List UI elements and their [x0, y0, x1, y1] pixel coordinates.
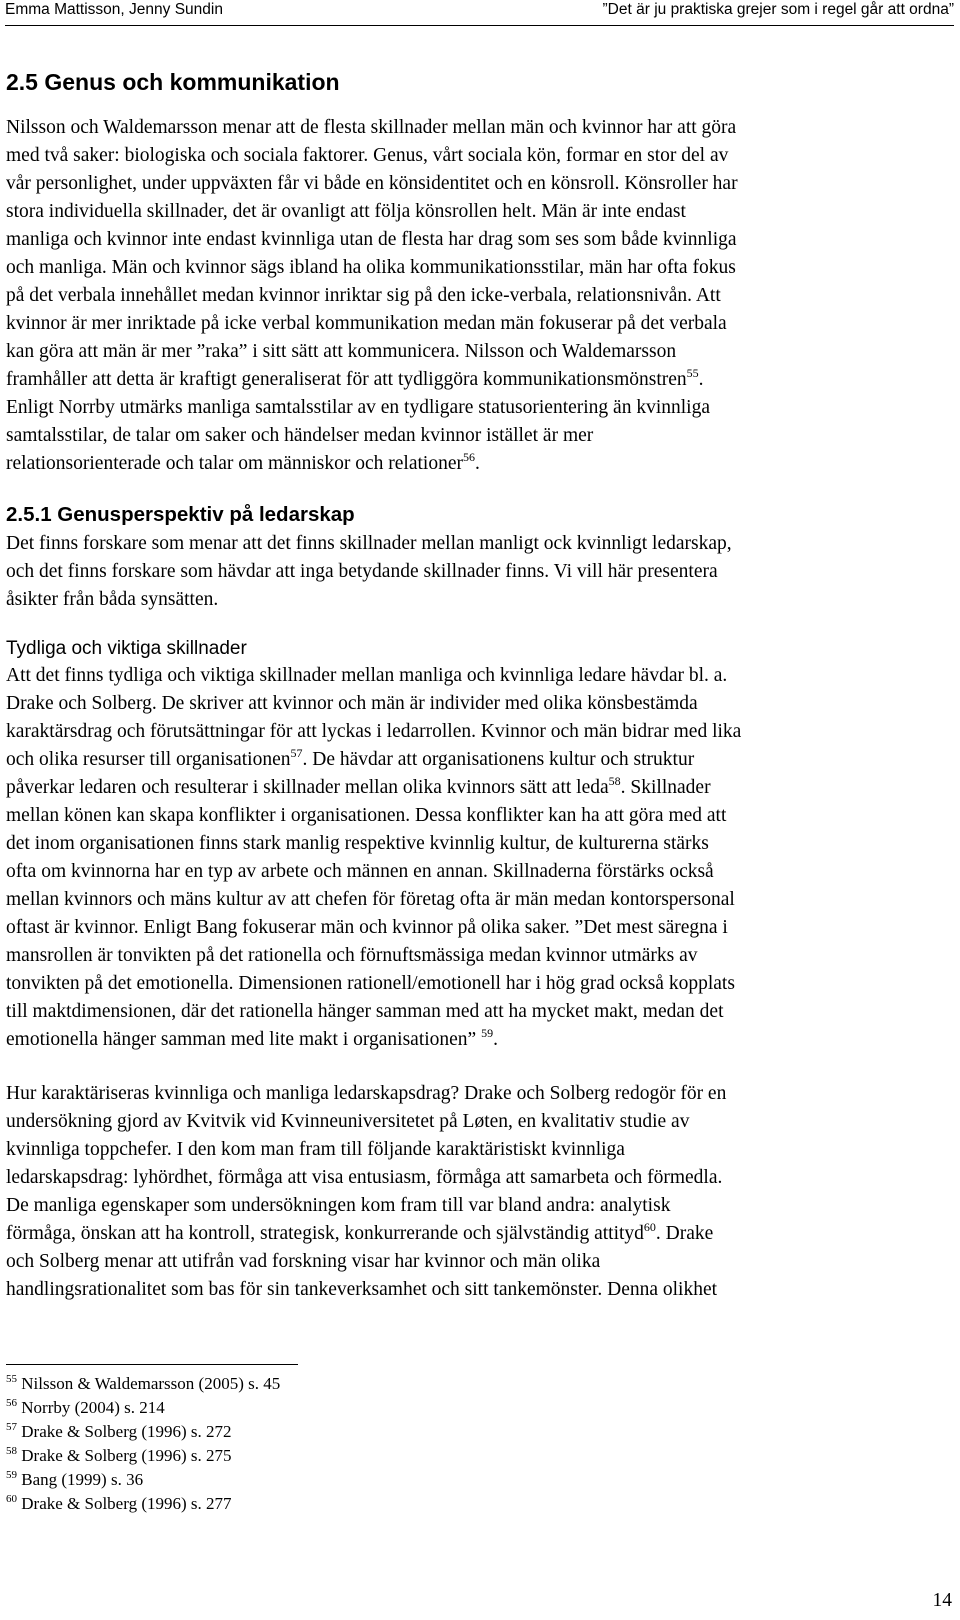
- text-fragment: framhåller att detta är kraftigt generaliserat för att tydliggöra kommunikationsmönstren: [6, 369, 687, 390]
- text-line: samtalsstilar, de talar om saker och händelser medan kvinnor istället är mer: [6, 425, 594, 446]
- footnote-text: Drake & Solberg (1996) s. 277: [21, 1494, 232, 1513]
- footnote-number: 59: [6, 1469, 17, 1481]
- footnote: [6, 1492, 280, 1516]
- page-number: 14: [932, 1590, 952, 1611]
- footnote-text: Norrby (2004) s. 214: [21, 1398, 165, 1417]
- footnote-text: Drake & Solberg (1996) s. 275: [21, 1446, 232, 1465]
- footnote-number: 55: [6, 1373, 17, 1385]
- footnote: [6, 1396, 280, 1420]
- footnote-number: 58: [6, 1445, 17, 1457]
- text-fragment: och olika resurser till organisationen: [6, 749, 291, 770]
- text-line: tonvikten på det emotionella. Dimensionen rationell/emotionell har i hög grad också kopplats: [6, 973, 735, 994]
- text-fragment: relationsorienterade och talar om människor och relationer: [6, 453, 463, 474]
- footnote-text: Nilsson & Waldemarsson (2005) s. 45: [21, 1374, 281, 1393]
- text-fragment: . Skillnader: [620, 777, 711, 798]
- text-line: [6, 366, 948, 394]
- footnote-text: Drake & Solberg (1996) s. 272: [21, 1422, 232, 1441]
- text-fragment: .: [698, 369, 704, 390]
- text-line: [6, 746, 948, 774]
- subsection-heading: 2.5.1 Genusperspektiv på ledarskap: [6, 503, 355, 526]
- footnote-number: 57: [6, 1421, 17, 1433]
- text-line: Att det finns tydliga och viktiga skillnader mellan manliga och kvinnliga ledare hävdar bl. a.: [6, 665, 728, 686]
- text-line: ledarskapsdrag: lyhördhet, förmåga att visa entusiasm, förmåga att samarbeta och förmedla.: [6, 1167, 723, 1188]
- text-line: kvinnliga toppchefer. I den kom man fram till följande karaktäristiskt kvinnliga: [6, 1139, 625, 1160]
- minor-heading: Tydliga och viktiga skillnader: [6, 638, 247, 659]
- body-content: [6, 66, 948, 1304]
- text-line: stora individuella skillnader, det är ovanligt att följa könsrollen helt. Män är inte endast: [6, 201, 686, 222]
- text-line: [6, 774, 948, 802]
- text-fragment: emotionella hänger samman med lite makt i organisationen”: [6, 1029, 477, 1050]
- text-line: [6, 1220, 948, 1248]
- text-line: och det finns forskare som hävdar att inga betydande skillnader finns. Vi vill här presentera: [6, 561, 718, 582]
- text-fragment: förmåga, önskan att ha kontroll, strategisk, konkurrerande och självständig attityd: [6, 1223, 644, 1244]
- text-line: ofta om kvinnorna har en typ av arbete och männen en annan. Skillnaderna förstärks också: [6, 861, 714, 882]
- text-line: undersökning gjord av Kvitvik vid Kvinneuniversitetet på Løten, en kvalitativ studie av: [6, 1111, 690, 1132]
- text-line: med två saker: biologiska och sociala faktorer. Genus, vårt sociala kön, formar en stor del av: [6, 145, 729, 166]
- text-line: och manliga. Män och kvinnor sägs ibland ha olika kommunikationsstilar, män har ofta fokus: [6, 257, 736, 278]
- footnote-number: 60: [6, 1493, 17, 1505]
- footnote: [6, 1372, 280, 1396]
- footnote-ref: 59: [481, 1026, 494, 1040]
- footnote-ref: 56: [462, 450, 475, 464]
- text-line: Drake och Solberg. De skriver att kvinnor och män är individer med olika könsbestämda: [6, 693, 698, 714]
- text-line: vår personlighet, under uppväxten får vi både en könsidentitet och en könsroll. Könsroller har: [6, 173, 738, 194]
- footnote-number: 56: [6, 1397, 17, 1409]
- text-line: Enligt Norrby utmärks manliga samtalsstilar av en tydligare statusorientering än kvinnliga: [6, 397, 710, 418]
- text-line: oftast är kvinnor. Enligt Bang fokuserar män och kvinnor på olika saker. ”Det mest säregna i: [6, 917, 728, 938]
- paragraph-traits: [6, 1080, 948, 1304]
- text-line: mellan könen kan skapa konflikter i organisationen. Dessa konflikter kan ha att göra med att: [6, 805, 727, 826]
- text-line: Hur karaktäriseras kvinnliga och manliga ledarskapsdrag? Drake och Solberg redogör för en: [6, 1083, 727, 1104]
- footnote-ref: 58: [608, 774, 621, 788]
- footnote-ref: 55: [686, 366, 699, 380]
- text-line: kvinnor är mer inriktade på icke verbal kommunikation medan män fokuserar på det verbala: [6, 313, 727, 334]
- text-line: karaktärsdrag och förutsättningar för att lyckas i ledarrollen. Kvinnor och män bidrar med lika: [6, 721, 742, 742]
- footnotes: [6, 1372, 280, 1516]
- running-header: [5, 0, 954, 20]
- section-heading: 2.5 Genus och kommunikation: [6, 69, 340, 95]
- text-line: Nilsson och Waldemarsson menar att de flesta skillnader mellan män och kvinnor har att göra: [6, 117, 737, 138]
- text-line: handlingsrationalitet som bas för sin tankeverksamhet och sitt tankemönster. Denna olikhet: [6, 1279, 718, 1300]
- paragraph-genus: [6, 114, 948, 478]
- footnote-text: Bang (1999) s. 36: [21, 1470, 144, 1489]
- text-line: kan göra att män är mer ”raka” i sitt sätt att kommunicera. Nilsson och Waldemarsson: [6, 341, 677, 362]
- footnote: [6, 1444, 280, 1468]
- text-fragment: .: [493, 1029, 498, 1050]
- text-line: mansrollen är tonvikten på det rationella och förnuftsmässiga medan kvinnor utmärks av: [6, 945, 698, 966]
- footnote-ref: 60: [643, 1220, 656, 1234]
- text-line: mellan kvinnors och mäns kultur av att chefen för företag ofta är män medan kontorspersonal: [6, 889, 735, 910]
- header-authors: Emma Mattisson, Jenny Sundin: [5, 1, 223, 18]
- header-rule: [5, 25, 954, 26]
- text-fragment: . De hävdar att organisationens kultur och struktur: [302, 749, 695, 770]
- footnote: [6, 1468, 280, 1492]
- text-line: det inom organisationen finns stark manlig respektive kvinnlig kultur, de kulturerna stärks: [6, 833, 709, 854]
- footnote-ref: 57: [290, 746, 303, 760]
- text-line: [6, 450, 948, 478]
- footnote: [6, 1420, 280, 1444]
- text-fragment: .: [474, 453, 480, 474]
- text-line: manliga och kvinnor inte endast kvinnliga utan de flesta har drag som ses som både kvinnliga: [6, 229, 737, 250]
- paragraph-differences: [6, 662, 948, 1054]
- text-line: till maktdimensionen, där det rationella hänger samman med att ha mycket makt, medan det: [6, 1001, 724, 1022]
- text-line: på det verbala innehållet medan kvinnor inriktar sig på den icke-verbala, relationsnivån. Att: [6, 285, 721, 306]
- paragraph-intro: [6, 530, 948, 614]
- text-line: och Solberg menar att utifrån vad forskning visar har kvinnor och män olika: [6, 1251, 601, 1272]
- text-fragment: påverkar ledaren och resulterar i skillnader mellan olika kvinnors sätt att leda: [6, 777, 609, 798]
- header-title: ”Det är ju praktiska grejer som i regel går att ordna”: [602, 1, 954, 18]
- text-line: åsikter från båda synsätten.: [6, 589, 219, 610]
- text-line: De manliga egenskaper som undersökningen kom fram till var bland andra: analytisk: [6, 1195, 671, 1216]
- footnote-separator: [6, 1364, 298, 1365]
- text-fragment: . Drake: [655, 1223, 714, 1244]
- text-line: Det finns forskare som menar att det finns skillnader mellan manligt ock kvinnligt ledarskap,: [6, 533, 732, 554]
- text-line: [6, 1026, 948, 1054]
